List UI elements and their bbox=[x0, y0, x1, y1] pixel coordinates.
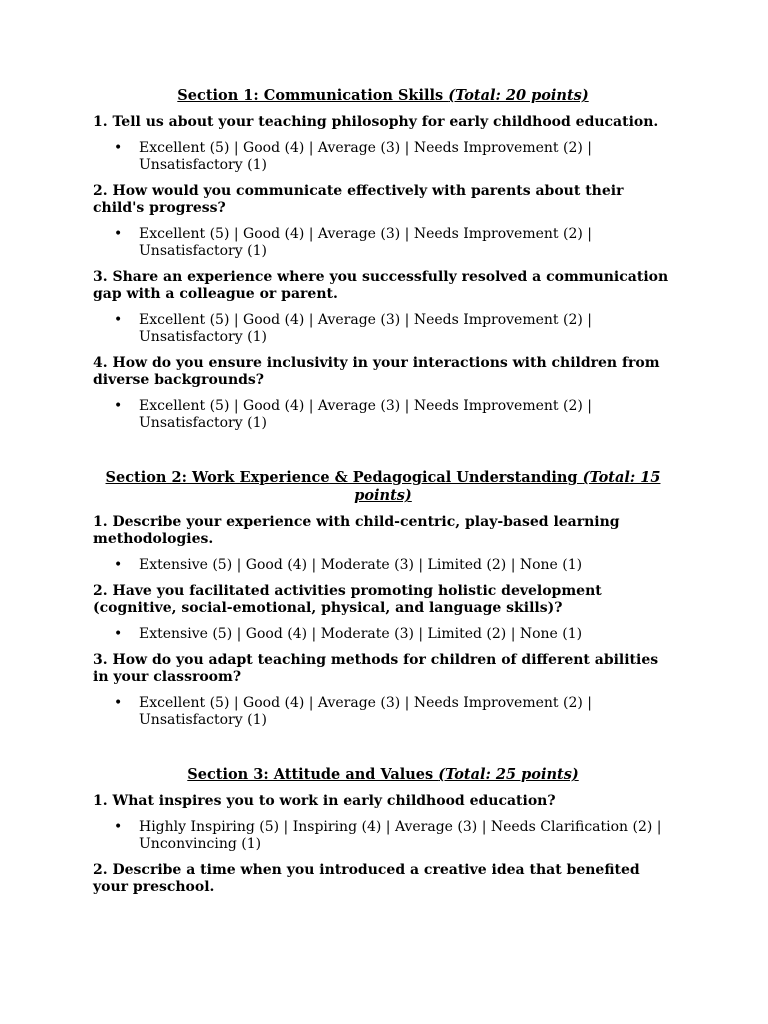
rating-scale-text: Extensive (5) | Good (4) | Moderate (3) | Limited (2) | None (1) bbox=[139, 626, 583, 642]
section-1-question-1-options bbox=[93, 140, 673, 174]
section-3-title: Section 3: Attitude and Values bbox=[187, 766, 439, 783]
bullet-icon: • bbox=[114, 819, 123, 835]
section-1-question-3: 3. Share an experience where you successfully resolved a communication gap with a colleague or parent. bbox=[93, 269, 669, 302]
rating-scale-text: Excellent (5) | Good (4) | Average (3) | Needs Improvement (2) | Unsatisfactory (1) bbox=[139, 140, 592, 173]
rating-scale-text: Excellent (5) | Good (4) | Average (3) | Needs Improvement (2) | Unsatisfactory (1) bbox=[139, 695, 592, 728]
bullet-icon: • bbox=[114, 557, 123, 573]
section-2-total: (Total: 15 points) bbox=[354, 469, 661, 504]
section-2-question-2-options bbox=[93, 626, 673, 643]
rating-scale-item bbox=[93, 140, 673, 174]
section-spacer bbox=[93, 441, 673, 469]
section-1-question-2: 2. How would you communicate effectively with parents about their child's progress? bbox=[93, 183, 624, 216]
bullet-icon: • bbox=[114, 695, 123, 711]
rating-scale-item bbox=[93, 626, 673, 643]
section-3-total: (Total: 25 points) bbox=[438, 766, 579, 783]
section-2-question-2: 2. Have you facilitated activities promoting holistic development (cognitive, social-emotional, physical, and language skills)? bbox=[93, 583, 602, 616]
rating-scale-text: Excellent (5) | Good (4) | Average (3) | Needs Improvement (2) | Unsatisfactory (1) bbox=[139, 226, 592, 259]
section-1-title: Section 1: Communication Skills bbox=[177, 87, 449, 104]
rating-scale-item bbox=[93, 312, 673, 346]
document-page bbox=[93, 87, 673, 905]
section-1-question-1: 1. Tell us about your teaching philosophy for early childhood education. bbox=[93, 114, 659, 130]
section-3-question-2: 2. Describe a time when you introduced a creative idea that benefited your preschool. bbox=[93, 862, 640, 895]
section-1-total: (Total: 20 points) bbox=[448, 87, 589, 104]
section-3-question-1: 1. What inspires you to work in early childhood education? bbox=[93, 793, 556, 809]
rating-scale-text: Extensive (5) | Good (4) | Moderate (3) | Limited (2) | None (1) bbox=[139, 557, 583, 573]
rating-scale-item bbox=[93, 226, 673, 260]
bullet-icon: • bbox=[114, 626, 123, 642]
section-1-question-4: 4. How do you ensure inclusivity in your interactions with children from diverse backgrounds? bbox=[93, 355, 660, 388]
section-spacer bbox=[93, 738, 673, 766]
rating-scale-text: Excellent (5) | Good (4) | Average (3) | Needs Improvement (2) | Unsatisfactory (1) bbox=[139, 398, 592, 431]
bullet-icon: • bbox=[114, 312, 123, 328]
section-2-question-1: 1. Describe your experience with child-centric, play-based learning methodologies. bbox=[93, 514, 620, 547]
rating-scale-item bbox=[93, 819, 673, 853]
rating-scale-text: Excellent (5) | Good (4) | Average (3) | Needs Improvement (2) | Unsatisfactory (1) bbox=[139, 312, 592, 345]
rating-scale-item bbox=[93, 398, 673, 432]
section-1-question-4-options bbox=[93, 398, 673, 432]
section-2-question-3-options bbox=[93, 695, 673, 729]
rating-scale-text: Highly Inspiring (5) | Inspiring (4) | Average (3) | Needs Clarification (2) | Unconvincing (1) bbox=[139, 819, 662, 852]
section-3-question-1-options bbox=[93, 819, 673, 853]
bullet-icon: • bbox=[114, 140, 123, 156]
section-1-heading bbox=[93, 87, 673, 105]
section-1-question-3-options bbox=[93, 312, 673, 346]
section-2-question-1-options bbox=[93, 557, 673, 574]
section-2-title: Section 2: Work Experience & Pedagogical Understanding bbox=[105, 469, 583, 486]
rating-scale-item bbox=[93, 557, 673, 574]
section-2-question-3: 3. How do you adapt teaching methods for children of different abilities in your classroom? bbox=[93, 652, 659, 685]
bullet-icon: • bbox=[114, 226, 123, 242]
section-1-question-2-options bbox=[93, 226, 673, 260]
section-2-heading bbox=[93, 469, 673, 505]
section-3-heading bbox=[93, 766, 673, 784]
rating-scale-item bbox=[93, 695, 673, 729]
bullet-icon: • bbox=[114, 398, 123, 414]
